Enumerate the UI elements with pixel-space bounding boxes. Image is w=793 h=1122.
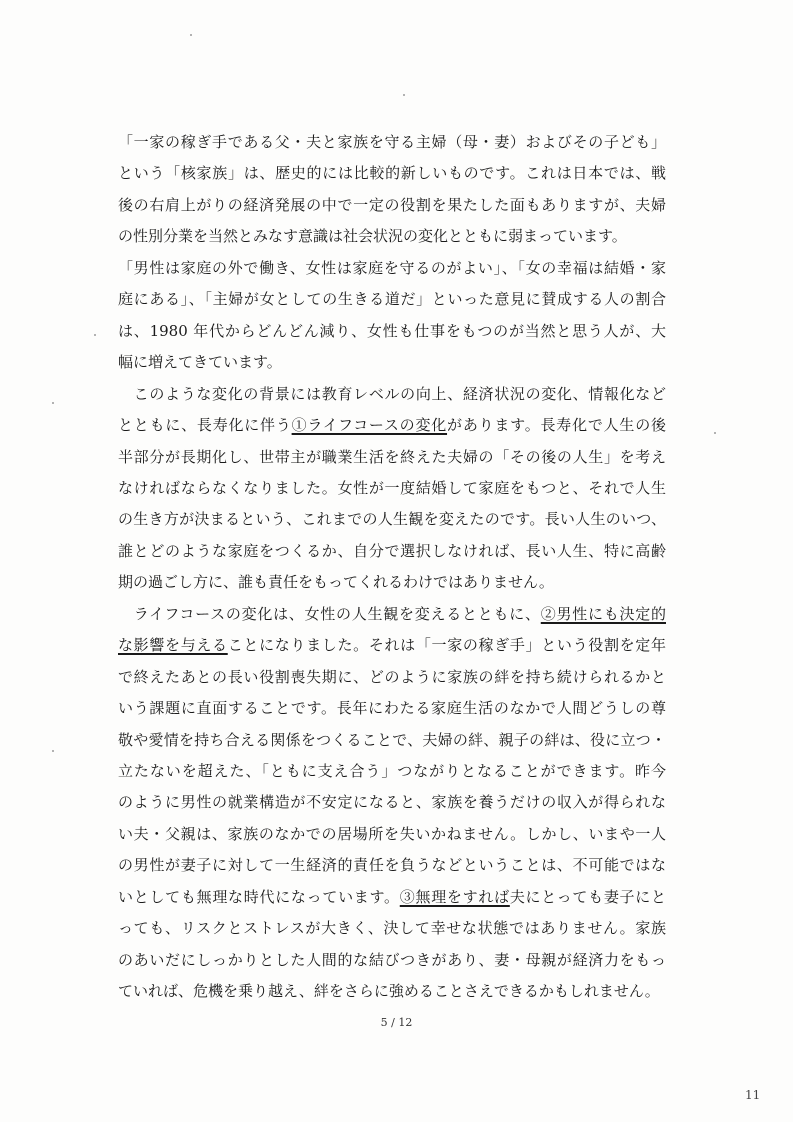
scan-speck <box>52 402 54 404</box>
text-segment: のあいだにしっかりとした人間的な結びつきがあり、妻・母親が経済力をもっ <box>118 950 666 969</box>
text-line <box>118 976 666 1006</box>
text-line <box>118 630 666 660</box>
scan-speck <box>403 94 405 96</box>
text-line <box>118 347 666 377</box>
text-line <box>118 850 666 880</box>
text-segment: なければならなくなりました。女性が一度結婚して家庭をもつと、それで人生 <box>118 478 666 497</box>
corner-page-number: 11 <box>745 1088 761 1102</box>
text-segment: とともに、長寿化に伴う <box>118 416 292 435</box>
text-line <box>118 725 666 755</box>
scan-speck <box>52 750 54 752</box>
text-segment: の男性が妻子に対して一生経済的責任を負うなどということは、不可能ではな <box>118 856 666 875</box>
text-line <box>118 379 666 409</box>
text-segment: 誰とどのような家庭をつくるか、自分で選択しなければ、長い人生、特に高齢 <box>118 541 666 560</box>
text-segment: のように男性の就業構造が不安定になると、家族を養うだけの収入が得られな <box>118 793 666 812</box>
text-segment: 敬や愛情を持ち合える関係をつくることで、夫婦の絆、親子の絆は、役に立つ・ <box>118 730 666 749</box>
text-segment: このような変化の背景には教育レベルの向上、経済状況の変化、情報化など <box>118 384 666 403</box>
text-line <box>118 158 666 188</box>
underlined-phrase: ②男性にも決定的 <box>540 604 666 623</box>
text-segment: ことになりました。それは「一家の稼ぎ手」という役割を定年 <box>227 636 666 655</box>
underlined-phrase: ①ライフコースの変化 <box>291 416 448 435</box>
text-line <box>118 127 666 157</box>
text-segment: 庭にある」、「主婦が女としての生きる道だ」といった意見に賛成する人の割合 <box>118 290 666 309</box>
text-segment: ていれば、危機を乗り越え、絆をさらに強めることさえできるかもしれません。 <box>118 982 660 1001</box>
text-line <box>118 473 666 503</box>
text-segment: 期の過ごし方に、誰も責任をもってくれるわけではありません。 <box>118 573 554 592</box>
text-segment: っても、リスクとストレスが大きく、決して幸せな状態ではありません。家族 <box>118 919 666 938</box>
text-line <box>118 756 666 786</box>
text-segment: の生き方が決まるという、これまでの人生観を変えたのです。長い人生のいつ、 <box>118 510 666 529</box>
text-line <box>118 504 666 534</box>
text-segment: いう課題に直面することです。長年にわたる家庭生活のなかで人間どうしの尊 <box>118 699 666 718</box>
text-segment: で終えたあとの長い役割喪失期に、どのように家族の絆を持ち続けられるかと <box>118 667 666 686</box>
text-segment: があります。長寿化で人生の後 <box>447 416 666 435</box>
text-segment: 半部分が長期化し、世帯主が職業生活を終えた夫婦の「その後の人生」を考え <box>118 447 666 466</box>
text-segment: という「核家族」は、歴史的には比較的新しいものです。これは日本では、戦 <box>118 164 666 183</box>
text-line <box>118 882 666 912</box>
underlined-phrase: ③無理をすれば <box>399 887 510 906</box>
text-line <box>118 253 666 283</box>
text-segment: は、1980 年代からどんどん減り、女性も仕事をもつのが当然と思う人が、大 <box>118 321 666 340</box>
text-line <box>118 316 666 346</box>
text-segment: 「男性は家庭の外で働き、女性は家庭を守るのがよい」、「女の幸福は結婚・家 <box>118 258 666 277</box>
text-line <box>118 945 666 975</box>
text-line <box>118 221 666 251</box>
text-line <box>118 662 666 692</box>
text-line <box>118 787 666 817</box>
scan-speck <box>714 432 716 434</box>
text-segment: 幅に増えてきています。 <box>118 353 282 372</box>
text-line <box>118 190 666 220</box>
underlined-phrase: な影響を与える <box>118 636 228 655</box>
text-segment: 後の右肩上がりの経済発展の中で一定の役割を果たした面もありますが、夫婦 <box>118 195 666 214</box>
text-segment: い夫・父親は、家族のなかでの居場所を失いかねません。しかし、いまや一人 <box>118 824 666 843</box>
text-line <box>118 693 666 723</box>
text-segment: 「一家の稼ぎ手である父・夫と家族を守る主婦（母・妻）およびその子ども」 <box>118 133 666 151</box>
scan-speck <box>94 334 96 336</box>
text-segment: 夫にとっても妻子にと <box>509 887 666 906</box>
text-line <box>118 536 666 566</box>
text-line <box>118 284 666 314</box>
text-segment: ライフコースの変化は、女性の人生観を変えるとともに、 <box>118 604 541 623</box>
text-segment: 立たないを超えた、「ともに支え合う」つながりとなることができます。昨今 <box>118 762 666 780</box>
text-line <box>118 410 666 440</box>
scan-speck <box>190 34 192 36</box>
text-line <box>118 567 666 597</box>
page-indicator: 5 / 12 <box>380 1016 413 1029</box>
text-segment: の性別分業を当然とみなす意識は社会状況の変化とともに弱まっています。 <box>118 227 627 246</box>
text-line <box>118 442 666 472</box>
text-line <box>118 913 666 943</box>
text-segment: いとしても無理な時代になっています。 <box>118 887 400 906</box>
text-line <box>118 819 666 849</box>
text-line <box>118 599 666 629</box>
